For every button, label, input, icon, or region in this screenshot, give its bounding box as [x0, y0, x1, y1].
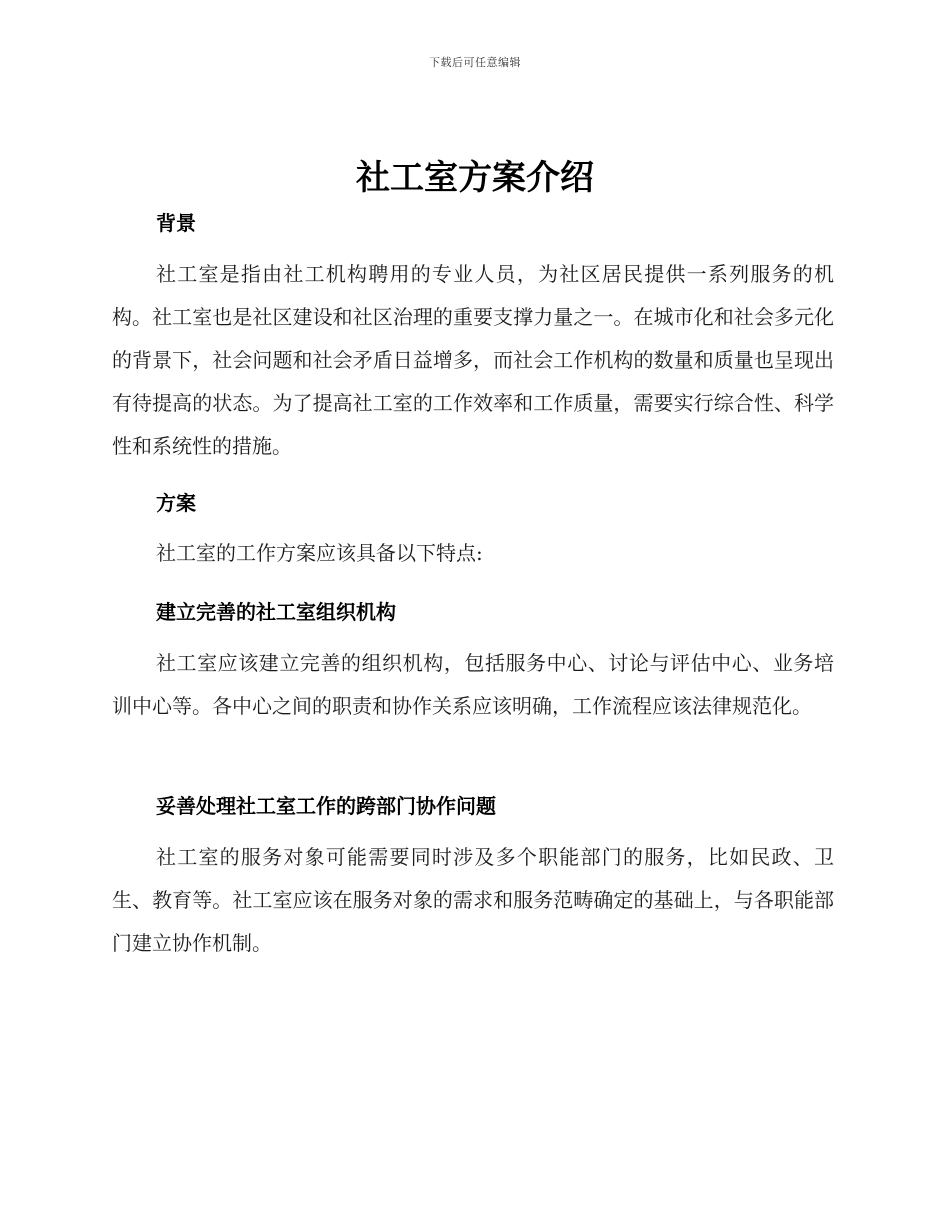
section-heading-plan: 方案	[156, 491, 196, 515]
section-heading-background: 背景	[156, 211, 196, 235]
paragraph-background: 社工室是指由社工机构聘用的专业人员，为社区居民提供一系列服务的机构。社工室也是社区建设和社区治理的重要支撑力量之一。在城市化和社会多元化的背景下，社会问题和社会矛盾日益增多，而社会工作机构的数量和质量也呈现出有待提高的状态。为了提高社工室的工作效率和工作质量，需要实行综合性、科学性和系统性的措施。	[112, 262, 834, 458]
paragraph-plan-intro: 社工室的工作方案应该具备以下特点:	[156, 541, 483, 565]
paragraph-cross-department: 社工室的服务对象可能需要同时涉及多个职能部门的服务，比如民政、卫生、教育等。社工室应该在服务对象的需求和服务范畴确定的基础上，与各职能部门建立协作机制。	[112, 845, 834, 955]
section-heading-cross-department: 妥善处理社工室工作的跨部门协作问题	[156, 794, 496, 818]
paragraph-organization: 社工室应该建立完善的组织机构，包括服务中心、讨论与评估中心、业务培训中心等。各中心之间的职责和协作关系应该明确，工作流程应该法律规范化。	[112, 651, 834, 718]
page-header-note: 下载后可任意编辑	[429, 56, 521, 69]
document-title: 社工室方案介绍	[356, 158, 594, 198]
section-heading-organization: 建立完善的社工室组织机构	[156, 600, 396, 624]
